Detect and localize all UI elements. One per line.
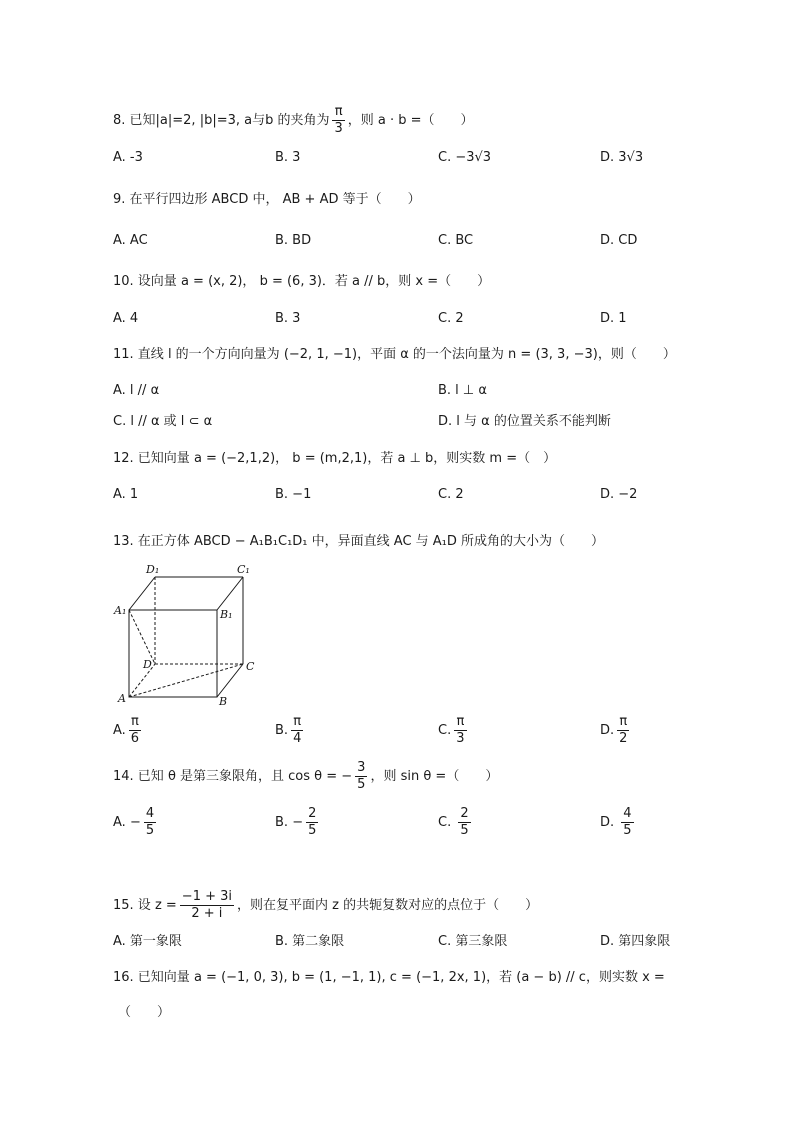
label-c: C — [246, 660, 255, 673]
question-10-stem: 10. 设向量 a = (x, 2)， b = (6, 3)．若 a // b，则 x =（ ） — [113, 274, 491, 289]
label-a1: A₁ — [114, 604, 127, 617]
question-11-stem: 11. 直线 l 的一个方向向量为 (−2, 1, −1)，平面 α 的一个法向量为 n = (3, 3, −3)，则（ ） — [113, 347, 676, 362]
option-a: A. AC — [113, 233, 148, 248]
question-text: 8. 已知|a|=2, |b|=3, a与b 的夹角为 — [113, 113, 330, 128]
option-c: C. 2 — [438, 311, 464, 326]
option-c: C. $\frac{2}{5}$ — [438, 806, 469, 838]
question-13-stem: 13. 在正方体 ABCD − A₁B₁C₁D₁ 中，异面直线 AC 与 A₁D 所成角的大小为（ ） — [113, 534, 605, 549]
option-b: B. l ⊥ α — [438, 383, 487, 398]
question-14-stem: 14. 已知 θ 是第三象限角，且 cos θ = − $\frac{3}{5}$ ，则 sin θ =（ ） — [113, 760, 499, 792]
option-b: B. 3 — [275, 311, 301, 326]
option-b: B. 第二象限 — [275, 934, 345, 949]
question-16-answer-blank: （ ） — [118, 1005, 171, 1020]
option-b: B. $\frac{\pi}{4}$ — [275, 714, 302, 746]
option-d: D. 3√3 — [600, 150, 644, 165]
option-a: A. 第一象限 — [113, 934, 182, 949]
cube-figure — [110, 560, 270, 710]
option-d: D. $\frac{4}{5}$ — [600, 806, 632, 838]
question-12-stem: 12. 已知向量 a = (−2,1,2)， b = (m,2,1)，若 a ⊥ b，则实数 m =（ ） — [113, 451, 557, 466]
label-b1: B₁ — [220, 608, 233, 621]
option-c: C. BC — [438, 233, 474, 248]
label-b: B — [219, 695, 228, 708]
option-a: A. -3 — [113, 150, 143, 165]
option-b: B. 3 — [275, 150, 301, 165]
option-d: D. CD — [600, 233, 638, 248]
question-9-stem: 9. 在平行四边形 ABCD 中， AB + AD 等于（ ） — [113, 192, 421, 207]
label-d1: D₁ — [146, 563, 160, 576]
question-15-stem: 15. 设 z = $\frac{-1 + 3i}{2 + i}$ ，则在复平面内 z 的共轭复数对应的点位于（ ） — [113, 889, 539, 921]
option-a: A. 4 — [113, 311, 139, 326]
option-a: A. − $\frac{4}{5}$ — [113, 806, 155, 838]
option-a: A. $\frac{\pi}{6}$ — [113, 714, 140, 746]
label-a: A — [118, 692, 126, 705]
option-d: D. $\frac{\pi}{2}$ — [600, 714, 628, 746]
question-text-tail: ，则 a · b =（ ） — [347, 113, 474, 128]
option-c: C. l // α 或 l ⊂ α — [113, 414, 213, 429]
label-d: D — [143, 658, 152, 671]
option-a: A. 1 — [113, 487, 139, 502]
fraction: $\frac{\pi}{3}$ — [334, 104, 343, 136]
option-d: D. l 与 α 的位置关系不能判断 — [438, 414, 611, 429]
option-d: D. 1 — [600, 311, 627, 326]
label-c1: C₁ — [237, 563, 250, 576]
option-b: B. −1 — [275, 487, 312, 502]
question-16-stem: 16. 已知向量 a = (−1, 0, 3), b = (1, −1, 1), c = (−1, 2x, 1)，若 (a − b) // c，则实数 x = — [113, 970, 665, 985]
option-c: C. −3√3 — [438, 150, 492, 165]
option-c: C. 2 — [438, 487, 464, 502]
option-d: D. 第四象限 — [600, 934, 671, 949]
option-c: C. 第三象限 — [438, 934, 508, 949]
option-c: C. $\frac{\pi}{3}$ — [438, 714, 465, 746]
question-8-stem — [113, 104, 474, 137]
option-a: A. l // α — [113, 383, 160, 398]
option-b: B. BD — [275, 233, 312, 248]
option-d: D. −2 — [600, 487, 638, 502]
option-b: B. − $\frac{2}{5}$ — [275, 806, 317, 838]
